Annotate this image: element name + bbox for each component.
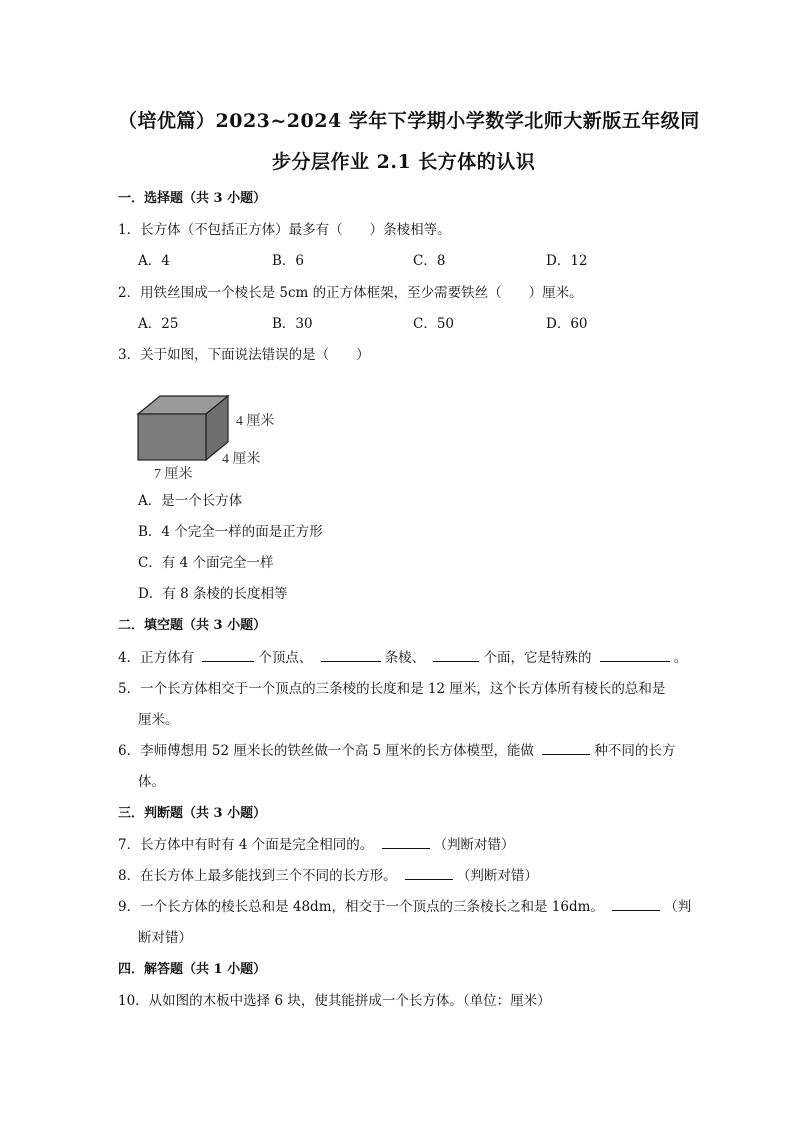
q2-option-d: D．60 <box>546 316 588 332</box>
question-5-line2: 厘米。 <box>138 712 179 728</box>
page-title-line2: 步分层作业 2.1 长方体的认识 <box>272 151 536 173</box>
q2-option-a: A．25 <box>138 316 179 332</box>
q2-option-c: C．50 <box>413 316 455 332</box>
question-9-line2: 断对错） <box>138 930 192 946</box>
question-6-line2: 体。 <box>138 774 165 790</box>
q7-suffix: （判断对错） <box>433 837 515 853</box>
q1-option-b: B．6 <box>272 253 305 269</box>
q1-option-c: C．8 <box>413 253 446 269</box>
q3-option-a: A．是一个长方体 <box>138 493 243 509</box>
cuboid-length-label: 7 厘米 <box>154 467 193 482</box>
page-title-line1: （培优篇）2023~2024 学年下学期小学数学北师大新版五年级同 <box>118 110 700 132</box>
cuboid-front-face <box>138 414 206 460</box>
q7-text: 7．长方体中有时有 4 个面是完全相同的。 <box>118 837 374 853</box>
q1-option-a: A．4 <box>138 253 170 269</box>
question-5-line1: 5．一个长方体相交于一个顶点的三条棱的长度和是 12 厘米，这个长方体所有棱长的总和是 <box>118 681 666 697</box>
q6-blank[interactable] <box>542 740 590 755</box>
q4-blank-edges[interactable] <box>321 647 381 662</box>
section-heading-choice: 一．选择题（共 3 小题） <box>118 191 267 206</box>
question-10: 10．从如图的木板中选择 6 块，使其能拼成一个长方体。（单位：厘米） <box>118 993 551 1009</box>
q4-text-3: 条棱、 <box>384 650 426 666</box>
cuboid-height-label: 4 厘米 <box>236 414 275 429</box>
q4-blank-faces[interactable] <box>433 647 479 662</box>
question-1: 1．长方体（不包括正方体）最多有（ ）条棱相等。 <box>118 222 451 238</box>
q4-text-5: 。 <box>673 650 688 666</box>
question-9-line1 <box>118 895 691 915</box>
q8-text: 8．在长方体上最多能找到三个不同的长方形。 <box>118 868 397 884</box>
q4-blank-vertices[interactable] <box>202 647 254 662</box>
q3-option-c: C．有 4 个面完全一样 <box>138 555 274 571</box>
cuboid-figure <box>130 392 290 484</box>
section-heading-solve: 四．解答题（共 1 小题） <box>118 962 267 977</box>
q3-option-b: B．4 个完全一样的面是正方形 <box>138 524 323 540</box>
q2-option-b: B．30 <box>272 316 313 332</box>
q9-suffix: （判 <box>664 899 692 915</box>
q3-option-d: D．有 8 条棱的长度相等 <box>138 586 288 602</box>
q6-text-1: 6．李师傅想用 52 厘米长的铁丝做一个高 5 厘米的长方体模型，能做 <box>118 743 535 759</box>
q4-text-2: 个顶点、 <box>258 650 313 666</box>
q4-blank-special[interactable] <box>600 647 670 662</box>
section-heading-fill: 二．填空题（共 3 小题） <box>118 618 267 633</box>
q9-blank[interactable] <box>612 896 660 911</box>
q4-text-1: 4．正方体有 <box>118 650 195 666</box>
question-3: 3．关于如图，下面说法错误的是（ ） <box>118 347 370 363</box>
q7-blank[interactable] <box>382 834 430 849</box>
q8-suffix: （判断对错） <box>456 868 538 884</box>
q1-option-d: D．12 <box>546 253 588 269</box>
question-4 <box>118 646 687 666</box>
q4-text-4: 个面，它是特殊的 <box>483 650 592 666</box>
question-2: 2．用铁丝围成一个棱长是 5cm 的正方体框架，至少需要铁丝（ ）厘米。 <box>118 285 583 301</box>
q8-blank[interactable] <box>405 865 453 880</box>
question-6-line1 <box>118 739 675 759</box>
q9-text: 9．一个长方体的棱长总和是 48dm，相交于一个顶点的三条棱长之和是 16dm。 <box>118 899 604 915</box>
question-8 <box>118 864 538 884</box>
cuboid-width-label: 4 厘米 <box>222 452 261 467</box>
section-heading-judge: 三．判断题（共 3 小题） <box>118 806 267 821</box>
question-7 <box>118 833 515 853</box>
q6-text-2: 种不同的长方 <box>594 743 676 759</box>
